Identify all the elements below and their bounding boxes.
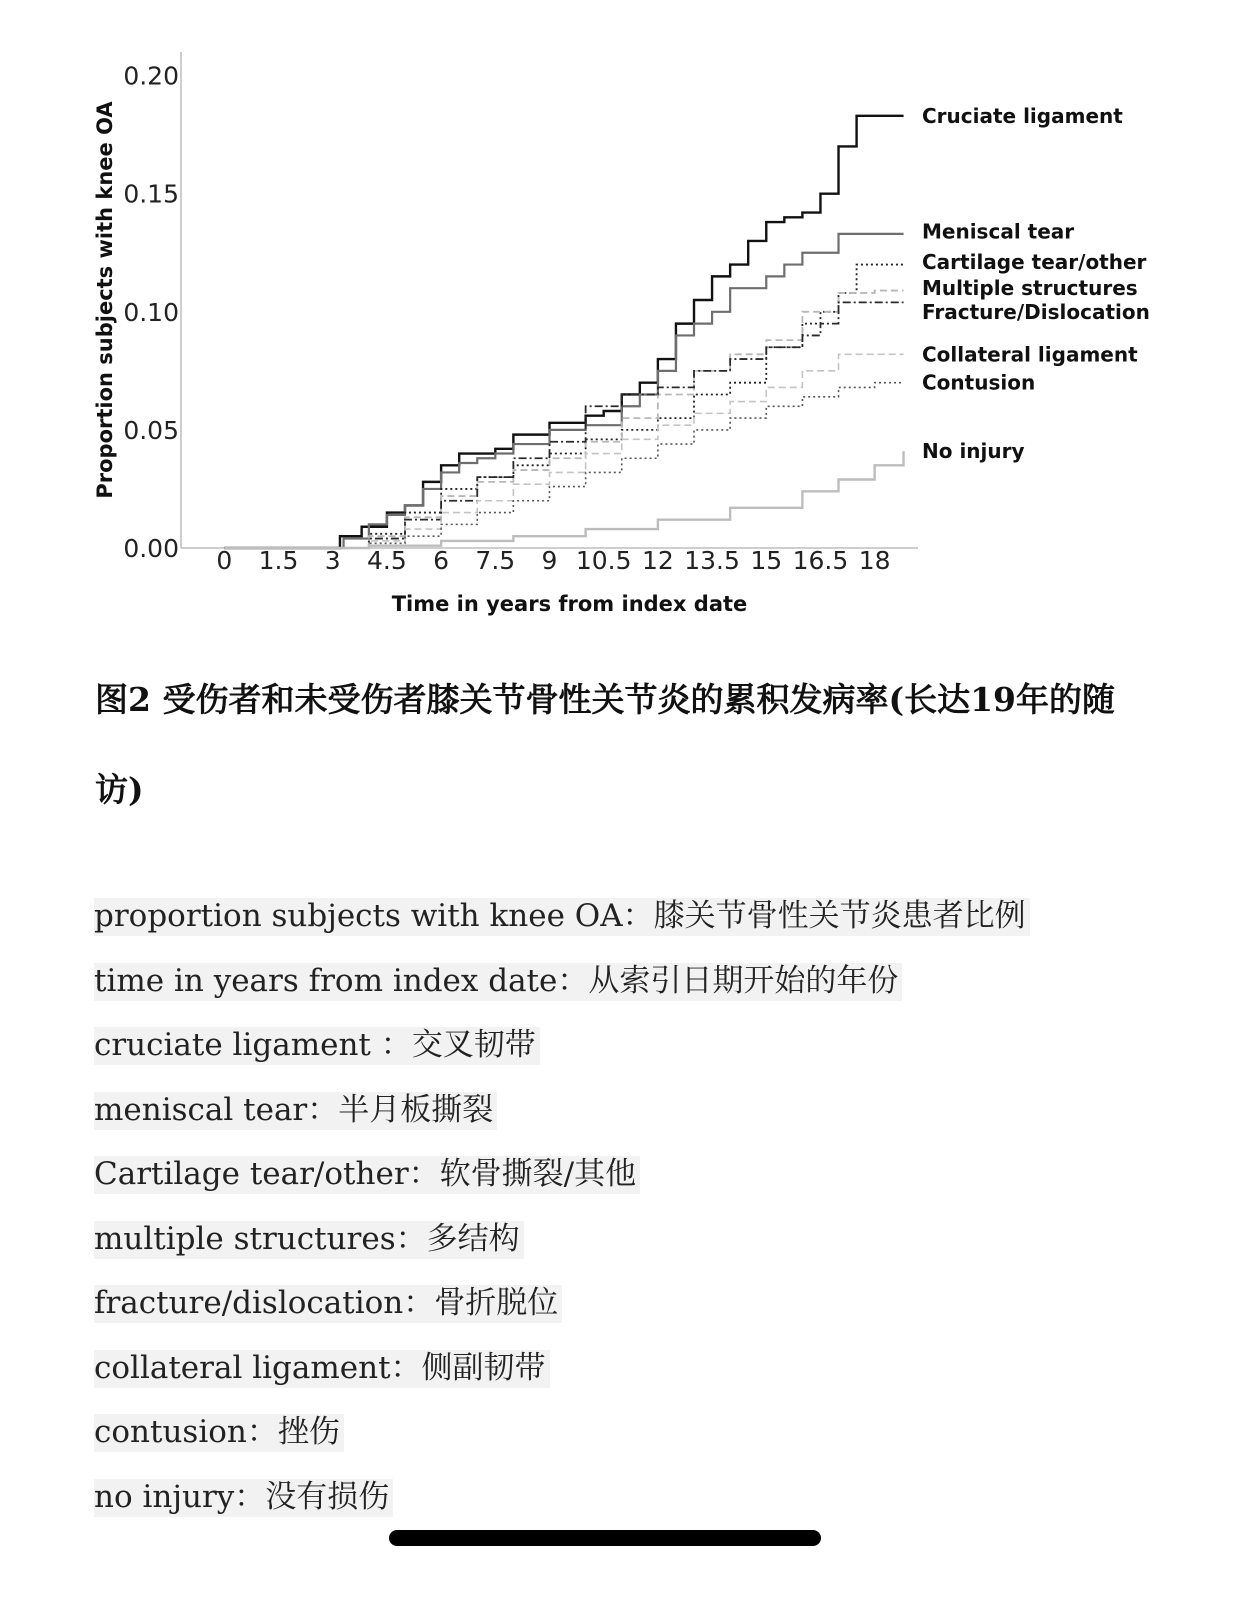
y-tick-label: 0.15	[123, 179, 179, 209]
glossary-term: no injury：	[94, 1478, 266, 1515]
glossary-item	[94, 1340, 1030, 1405]
series-label-contusion: Contusion	[922, 370, 1036, 395]
glossary-meaning: 多结构	[426, 1220, 520, 1257]
series-label-meniscal-tear: Meniscal tear	[922, 219, 1075, 244]
figure-caption: 图2 受伤者和未受伤者膝关节骨性关节炎的累积发病率(长达19年的随访)	[95, 680, 1115, 809]
x-tick-label: 3	[324, 546, 341, 575]
glossary-term: meniscal tear：	[94, 1091, 339, 1128]
glossary-list	[94, 888, 1030, 1533]
x-tick-label: 1.5	[258, 546, 299, 575]
y-axis-title: Proportion subjects with knee OA	[93, 101, 117, 499]
series-label-cruciate-ligament: Cruciate ligament	[922, 103, 1123, 128]
glossary-term: fracture/dislocation：	[94, 1285, 435, 1321]
glossary-term: collateral ligament：	[94, 1349, 422, 1386]
series-label-multiple-structures: Multiple structures	[922, 276, 1138, 301]
x-tick-label: 16.5	[792, 546, 849, 575]
x-tick-label: 9	[541, 546, 558, 575]
glossary-meaning: 骨折脱位	[434, 1285, 559, 1321]
series-line-multiple-structures	[224, 291, 903, 548]
cumulative-incidence-chart	[0, 0, 1242, 650]
glossary-meaning: 没有损伤	[265, 1478, 390, 1515]
series-label-fracture-dislocation: Fracture/Dislocation	[922, 299, 1150, 324]
glossary-item	[94, 1275, 1030, 1340]
glossary-meaning: 交叉韧带	[411, 1027, 536, 1063]
y-tick-label: 0.05	[123, 415, 179, 445]
glossary-item	[94, 1146, 1030, 1211]
x-tick-label: 12	[641, 546, 674, 575]
glossary-item	[94, 1211, 1030, 1276]
glossary-term: proportion subjects with knee OA：	[94, 898, 654, 934]
glossary-item	[94, 888, 1030, 953]
x-tick-label: 10.5	[575, 546, 632, 575]
series-line-fracture-dislocation	[224, 302, 903, 548]
glossary-meaning: 从索引日期开始的年份	[588, 962, 899, 999]
glossary-item	[94, 1469, 1030, 1534]
glossary-item	[94, 1404, 1030, 1469]
glossary-term: Cartilage tear/other：	[94, 1156, 440, 1192]
x-tick-label: 6	[433, 546, 450, 575]
series-line-contusion	[224, 383, 903, 548]
x-tick-label: 4.5	[367, 546, 407, 575]
y-tick-label: 0.00	[123, 534, 179, 563]
x-axis-title: Time in years from index date	[391, 592, 748, 616]
glossary-term: cruciate ligament ：	[94, 1027, 412, 1063]
glossary-item	[94, 1082, 1030, 1147]
series-label-collateral-ligament: Collateral ligament	[922, 342, 1138, 367]
series-line-collateral-ligament	[224, 354, 903, 548]
glossary-meaning: 软骨撕裂/其他	[439, 1156, 637, 1192]
glossary-term: multiple structures：	[94, 1220, 427, 1257]
series-label-cartilage-tear-other: Cartilage tear/other	[922, 250, 1147, 275]
glossary-term: contusion：	[94, 1414, 278, 1450]
home-indicator[interactable]	[389, 1530, 821, 1546]
x-tick-label: 13.5	[684, 546, 740, 575]
glossary-item	[94, 953, 1030, 1018]
y-tick-label: 0.20	[123, 61, 179, 91]
series-label-no-injury: No injury	[922, 439, 1025, 464]
glossary-item	[94, 1017, 1030, 1082]
glossary-meaning: 挫伤	[277, 1414, 340, 1450]
x-tick-label: 18	[858, 546, 891, 575]
glossary-term: time in years from index date：	[94, 962, 589, 999]
glossary-meaning: 半月板撕裂	[338, 1091, 494, 1128]
glossary-meaning: 侧副韧带	[421, 1349, 546, 1386]
y-tick-label: 0.10	[123, 297, 179, 327]
x-tick-label: 7.5	[475, 546, 516, 575]
glossary-meaning: 膝关节骨性关节炎患者比例	[653, 898, 1026, 934]
x-tick-label: 0	[216, 546, 233, 575]
series-line-no-injury	[224, 451, 903, 548]
x-tick-label: 15	[750, 546, 783, 575]
